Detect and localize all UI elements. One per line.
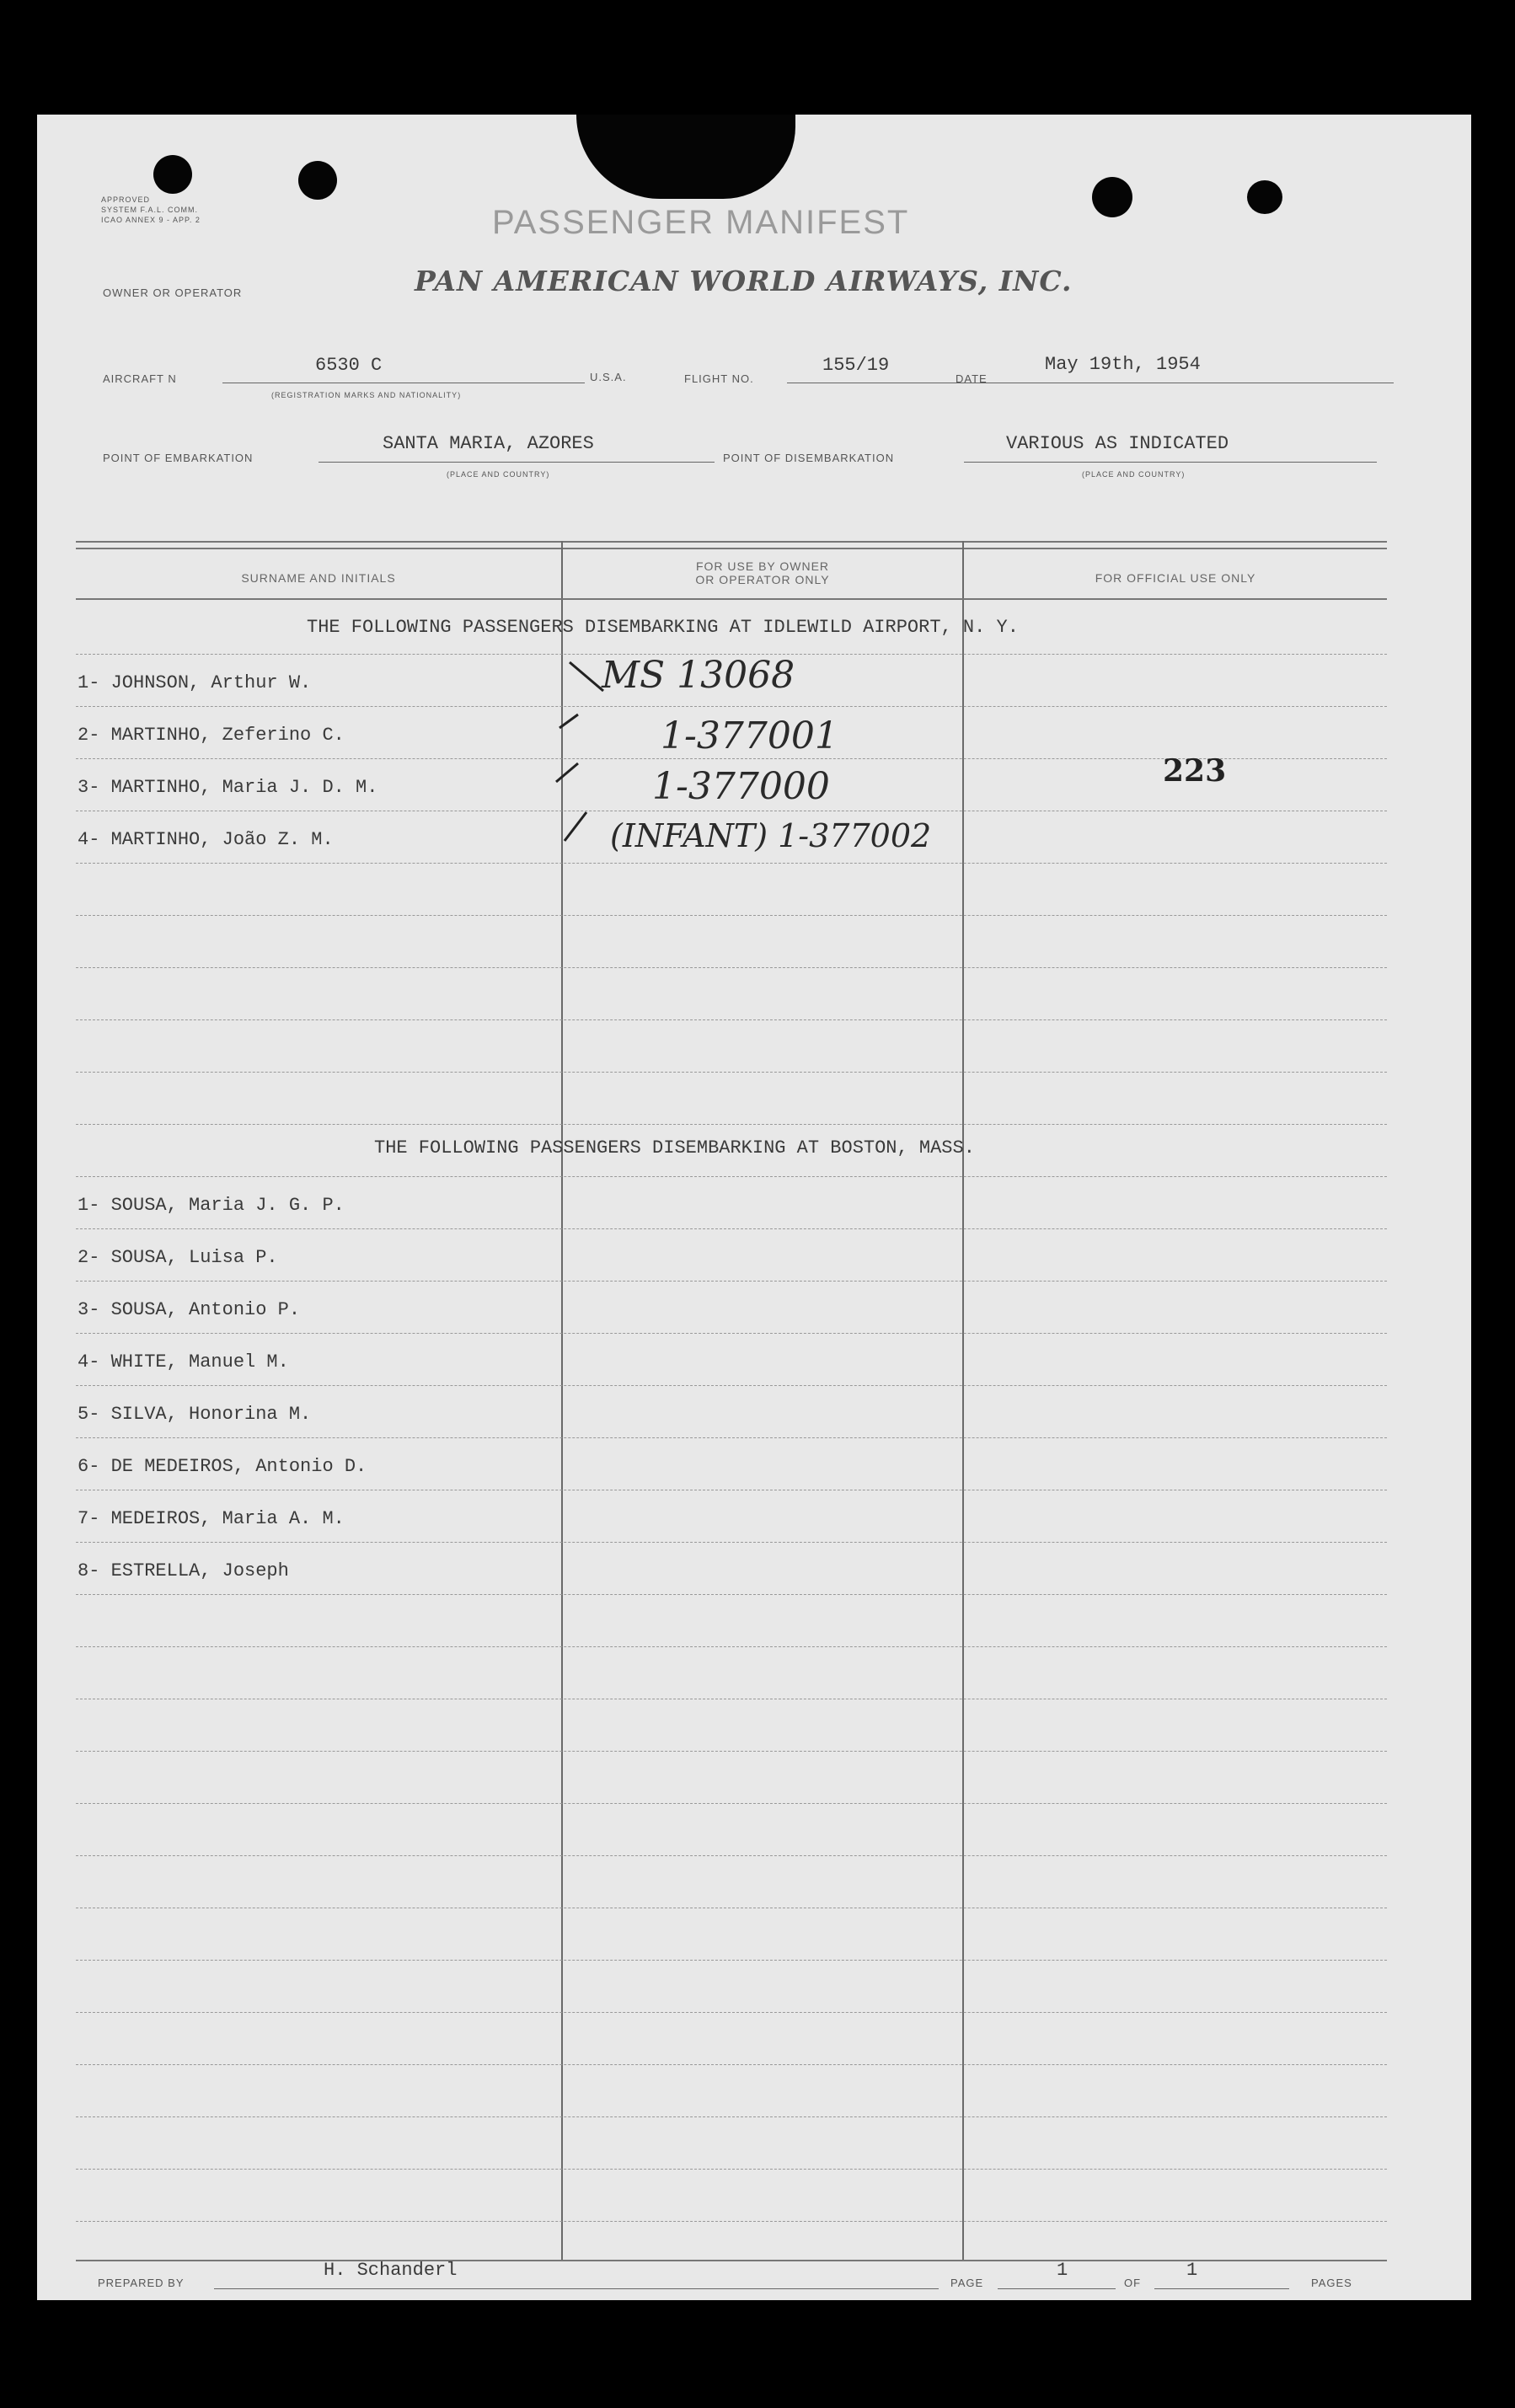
handwritten-note: 1-377000 [652, 765, 830, 808]
page-title: PASSENGER MANIFEST [492, 204, 910, 241]
owner-label: OWNER OR OPERATOR [103, 286, 243, 299]
official-note: 223 [1163, 753, 1227, 789]
page-label: PAGE [950, 2277, 984, 2289]
passenger-row: 3- SOUSA, Antonio P. [78, 1299, 301, 1320]
column-owner-use-1: FOR USE BY OWNER [695, 559, 830, 573]
passenger-row: 7- MEDEIROS, Maria A. M. [78, 1508, 345, 1529]
section2-heading: THE FOLLOWING PASSENGERS DISEMBARKING AT BOSTON, MASS. [374, 1137, 975, 1159]
column-surname: SURNAME AND INITIALS [241, 571, 396, 585]
approval-line-3: ICAO ANNEX 9 - APP. 2 [101, 216, 201, 224]
approval-line-2: SYSTEM F.A.L. COMM. [101, 206, 199, 214]
of-label: OF [1124, 2277, 1142, 2289]
handwritten-note: MS 13068 [602, 654, 795, 697]
aircraft-label: AIRCRAFT N [103, 372, 177, 385]
passenger-row: 3- MARTINHO, Maria J. D. M. [78, 777, 378, 798]
passenger-row: 2- MARTINHO, Zeferino C. [78, 725, 345, 746]
flight-value: 155/19 [822, 355, 890, 376]
approval-line-1: APPROVED [101, 195, 151, 204]
date-value: May 19th, 1954 [1045, 354, 1201, 375]
passenger-row: 8- ESTRELLA, Joseph [78, 1560, 289, 1581]
passenger-row: 2- SOUSA, Luisa P. [78, 1247, 278, 1268]
passenger-row: 6- DE MEDEIROS, Antonio D. [78, 1456, 367, 1477]
column-official: FOR OFFICIAL USE ONLY [1095, 571, 1256, 585]
passenger-row: 1- JOHNSON, Arthur W. [78, 672, 312, 693]
disembarkation-caption: (PLACE AND COUNTRY) [1082, 470, 1186, 479]
punch-hole-left [153, 155, 192, 194]
disembarkation-value: VARIOUS AS INDICATED [1006, 433, 1229, 454]
embarkation-label: POINT OF EMBARKATION [103, 452, 254, 464]
prepared-by: H. Schanderl [324, 2260, 458, 2281]
punch-hole-right [1092, 177, 1132, 217]
registration-caption: (REGISTRATION MARKS AND NATIONALITY) [271, 391, 462, 399]
torn-paper-area [576, 115, 795, 199]
usa-label: U.S.A. [590, 371, 627, 383]
aircraft-value: 6530 C [315, 355, 383, 376]
total-pages: 1 [1186, 2260, 1198, 2281]
disembarkation-label: POINT OF DISEMBARKATION [723, 452, 895, 464]
embarkation-value: SANTA MARIA, AZORES [383, 433, 594, 454]
prepared-label: PREPARED BY [98, 2277, 185, 2289]
passenger-row: 4- WHITE, Manuel M. [78, 1351, 289, 1373]
punch-hole-far-right [1247, 180, 1282, 214]
punch-hole-center-left [298, 161, 337, 200]
page-number: 1 [1057, 2260, 1068, 2281]
pages-label: PAGES [1311, 2277, 1352, 2289]
passenger-row: 5- SILVA, Honorina M. [78, 1404, 312, 1425]
passenger-row: 1- SOUSA, Maria J. G. P. [78, 1195, 345, 1216]
operator-name: PAN AMERICAN WORLD AIRWAYS, INC. [415, 265, 1073, 297]
handwritten-note: (INFANT) 1-377002 [610, 817, 932, 854]
manifest-page [37, 115, 1471, 2300]
handwritten-note: 1-377001 [661, 714, 838, 757]
flight-label: FLIGHT NO. [684, 372, 754, 385]
column-owner-use-2: OR OPERATOR ONLY [695, 573, 830, 586]
date-label: DATE [956, 372, 988, 385]
passenger-row: 4- MARTINHO, João Z. M. [78, 829, 334, 850]
embarkation-caption: (PLACE AND COUNTRY) [447, 470, 550, 479]
section1-heading: THE FOLLOWING PASSENGERS DISEMBARKING AT IDLEWILD AIRPORT, N. Y. [307, 617, 1019, 638]
